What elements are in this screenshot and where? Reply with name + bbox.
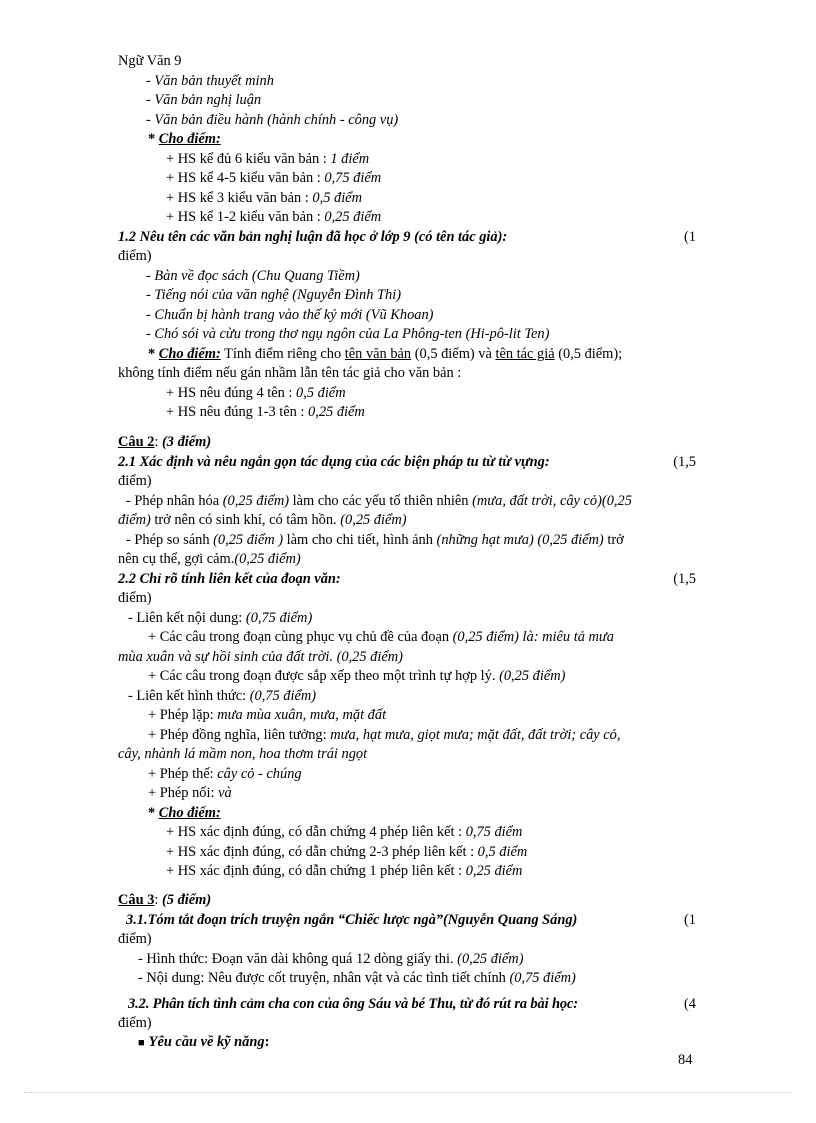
paragraph-line: + Phép lặp: mưa mùa xuân, mưa, mặt đất	[148, 707, 387, 723]
paragraph-line: + Phép thế: cây cỏ - chúng	[148, 766, 302, 782]
paragraph-line: + Phép nối: và	[148, 785, 232, 801]
points-continuation: điểm)	[118, 248, 152, 264]
paragraph-line: + Các câu trong đoạn được sắp xếp theo một trình tự hợp lý. (0,25 điểm)	[148, 668, 566, 684]
paragraph-line: - Liên kết nội dung: (0,75 điểm)	[128, 610, 313, 626]
score-line: + HS kể 3 kiểu văn bản : 0,5 điểm	[166, 190, 362, 206]
score-line: + HS xác định đúng, có dẫn chứng 2-3 phép liên kết : 0,5 điểm	[166, 844, 528, 860]
work-item: - Tiếng nói của văn nghệ (Nguyễn Đình Thi)	[146, 287, 401, 303]
question-3-title: Câu 3: (5 điểm)	[118, 892, 212, 908]
paragraph-line: - Nội dung: Nêu được cốt truyện, nhân vật và các tình tiết chính (0,75 điểm)	[138, 970, 576, 986]
points-continuation: điểm)	[118, 590, 152, 606]
paragraph-line: + Các câu trong đoạn cùng phục vụ chủ đề của đoạn (0,25 điểm) là: miêu tả mưa	[148, 629, 614, 645]
text-type-line: - Văn bản điều hành (hành chính - công vụ)	[146, 112, 399, 128]
score-line: + HS nêu đúng 4 tên : 0,5 điểm	[166, 385, 346, 401]
points-continuation: điểm)	[118, 931, 152, 947]
points-continuation: điểm)	[118, 1015, 152, 1031]
paragraph-line: - Phép nhân hóa (0,25 điểm) làm cho các yếu tố thiên nhiên (mưa, đất trời, cây cỏ)(0,25	[126, 493, 632, 509]
section-heading-3-1: 3.1.Tóm tắt đoạn trích truyện ngắn “Chiếc lược ngà”(Nguyễn Quang Sáng) (1	[126, 912, 696, 928]
page-bottom-divider	[24, 1092, 792, 1093]
points-continuation: điểm)	[118, 473, 152, 489]
section-heading-2-1: 2.1 Xác định và nêu ngắn gọn tác dụng của các biện pháp tu từ từ vựng: (1,5	[118, 454, 696, 470]
paragraph-line: nên cụ thể, gợi cảm.(0,25 điểm)	[118, 551, 301, 567]
work-item: - Bàn về đọc sách (Chu Quang Tiềm)	[146, 268, 360, 284]
cho-diem-label: Cho điểm:	[158, 131, 221, 147]
text-type-line: - Văn bản thuyết minh	[146, 73, 274, 89]
paragraph-line: - Hình thức: Đoạn văn dài không quá 12 dòng giấy thi. (0,25 điểm)	[138, 951, 524, 967]
grading-heading: * Cho điểm:	[148, 805, 221, 821]
subject-header: Ngữ Văn 9	[118, 53, 182, 69]
score-line: + HS xác định đúng, có dẫn chứng 4 phép liên kết : 0,75 điểm	[166, 824, 523, 840]
score-line: + HS kể 4-5 kiểu văn bản : 0,75 điểm	[166, 170, 382, 186]
text-type-line: - Văn bản nghị luận	[146, 92, 262, 108]
score-line: + HS kể đủ 6 kiểu văn bản : 1 điểm	[166, 151, 370, 167]
page-number: 84	[678, 1052, 693, 1068]
score-line: + HS xác định đúng, có dẫn chứng 1 phép liên kết : 0,25 điểm	[166, 863, 523, 879]
score-line: + HS kể 1-2 kiểu văn bản : 0,25 điểm	[166, 209, 382, 225]
work-item: - Chuẩn bị hành trang vào thế kỷ mới (Vũ Khoan)	[146, 307, 434, 323]
square-bullet-icon: ■	[138, 1037, 145, 1049]
section-heading-1-2: 1.2 Nêu tên các văn bản nghị luận đã học ở lớp 9 (có tên tác giả): (1	[118, 229, 696, 245]
grading-note: * Cho điểm: Tính điểm riêng cho tên văn bản (0,5 điểm) và tên tác giả (0,5 điểm);	[148, 346, 623, 362]
paragraph-line: + Phép đồng nghĩa, liên tưởng: mưa, hạt mưa, giọt mưa; mặt đất, đất trời; cây cỏ,	[148, 727, 621, 743]
question-2-title: Câu 2: (3 điểm)	[118, 434, 212, 450]
section-heading-3-2: 3.2. Phân tích tình cảm cha con của ông Sáu và bé Thu, từ đó rút ra bài học: (4	[128, 996, 696, 1012]
grading-note-line: không tính điểm nếu gán nhầm lẫn tên tác giả cho văn bản :	[118, 365, 462, 381]
work-item: - Chó sói và cừu trong thơ ngụ ngôn của La Phông-ten (Hi-pô-lit Ten)	[146, 326, 550, 342]
paragraph-line: - Liên kết hình thức: (0,75 điểm)	[128, 688, 317, 704]
paragraph-line: mùa xuân và sự hồi sinh của đất trời. (0,25 điểm)	[118, 649, 403, 665]
requirement-heading: ■ Yêu cầu về kỹ năng:	[138, 1034, 270, 1050]
paragraph-line: cây, nhành lá mầm non, hoa thơm trái ngọt	[118, 746, 368, 762]
score-line: + HS nêu đúng 1-3 tên : 0,25 điểm	[166, 404, 365, 420]
section-heading-2-2: 2.2 Chỉ rõ tính liên kết của đoạn văn: (1,5	[118, 571, 696, 587]
grading-heading: * Cho điểm:	[148, 131, 221, 147]
paragraph-line: điểm) trở nên có sinh khí, có tâm hồn. (0,25 điểm)	[118, 512, 407, 528]
paragraph-line: - Phép so sánh (0,25 điểm ) làm cho chi tiết, hình ảnh (những hạt mưa) (0,25 điểm) trở	[126, 532, 624, 548]
